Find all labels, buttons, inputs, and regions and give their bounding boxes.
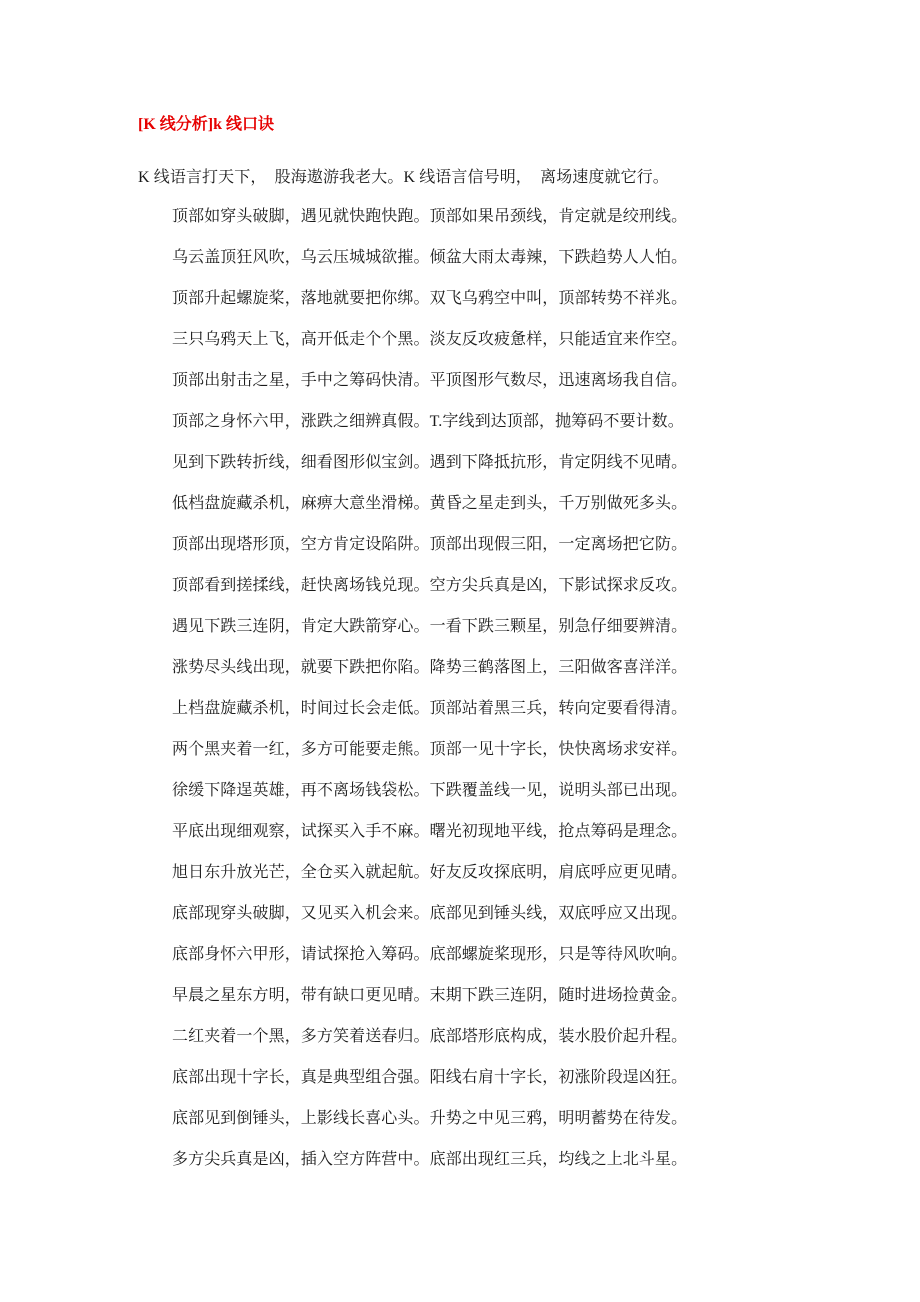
verse-line: 多方尖兵真是凶，插入空方阵营中。底部出现红三兵，均线之上北斗星。 <box>172 1151 688 1168</box>
verse-line: 顶部升起螺旋桨，落地就要把你绑。双飞乌鸦空中叫，顶部转势不祥兆。 <box>172 290 688 307</box>
verse-line: 旭日东升放光芒，全仓买入就起航。好友反攻探底明，肩底呼应更见晴。 <box>172 864 688 881</box>
verse-line: 早晨之星东方明，带有缺口更见晴。末期下跌三连阴，随时进场捡黄金。 <box>172 987 688 1004</box>
verse-line: 徐缓下降逞英雄，再不离场钱袋松。下跌覆盖线一见，说明头部已出现。 <box>172 782 688 799</box>
intro-line: K 线语言打天下， 股海遨游我老大。K 线语言信号明， 离场速度就它行。 <box>138 169 669 186</box>
verse-line: 三只乌鸦天上飞，高开低走个个黑。淡友反攻疲惫样，只能适宜来作空。 <box>172 331 688 348</box>
verse-line: 二红夹着一个黑，多方笑着送春归。底部塔形底构成，装水股价起升程。 <box>172 1028 688 1045</box>
verse-line: 底部身怀六甲形，请试探抢入筹码。底部螺旋桨现形，只是等待风吹响。 <box>172 946 688 963</box>
verse-line: 底部现穿头破脚，又见买入机会来。底部见到锤头线，双底呼应又出现。 <box>172 905 688 922</box>
document-title: [K 线分析]k 线口诀 <box>138 116 275 133</box>
verse-line: 见到下跌转折线，细看图形似宝剑。遇到下降抵抗形，肯定阴线不见晴。 <box>172 454 688 471</box>
verse-line: 上档盘旋藏杀机，时间过长会走低。顶部站着黑三兵，转向定要看得清。 <box>172 700 688 717</box>
verse-line: 低档盘旋藏杀机，麻痹大意坐滑梯。黄昏之星走到头，千万别做死多头。 <box>172 495 688 512</box>
verse-line: 底部出现十字长，真是典型组合强。阳线右肩十字长，初涨阶段逞凶狂。 <box>172 1069 688 1086</box>
verse-line: 乌云盖顶狂风吹，乌云压城城欲摧。倾盆大雨太毒辣，下跌趋势人人怕。 <box>172 249 688 266</box>
verse-line: 顶部之身怀六甲，涨跌之细辨真假。T.字线到达顶部，抛筹码不要计数。 <box>172 413 684 430</box>
verse-line: 底部见到倒锤头，上影线长喜心头。升势之中见三鸦，明明蓄势在待发。 <box>172 1110 688 1127</box>
verse-line: 平底出现细观察，试探买入手不麻。曙光初现地平线，抢点筹码是理念。 <box>172 823 688 840</box>
verse-list <box>172 196 712 1180</box>
verse-line: 顶部如穿头破脚，遇见就快跑快跑。顶部如果吊颈线，肯定就是绞刑线。 <box>172 208 688 225</box>
verse-line: 顶部出现塔形顶，空方肯定设陷阱。顶部出现假三阳，一定离场把它防。 <box>172 536 688 553</box>
verse-line: 遇见下跌三连阴，肯定大跌箭穿心。一看下跌三颗星，别急仔细要辨清。 <box>172 618 688 635</box>
verse-line: 顶部出射击之星，手中之筹码快清。平顶图形气数尽，迅速离场我自信。 <box>172 372 688 389</box>
verse-line: 涨势尽头线出现，就要下跌把你陷。降势三鹤落图上，三阳做客喜洋洋。 <box>172 659 688 676</box>
verse-line: 两个黑夹着一红，多方可能要走熊。顶部一见十字长，快快离场求安祥。 <box>172 741 688 758</box>
verse-line: 顶部看到搓揉线，赶快离场钱兑现。空方尖兵真是凶，下影试探求反攻。 <box>172 577 688 594</box>
